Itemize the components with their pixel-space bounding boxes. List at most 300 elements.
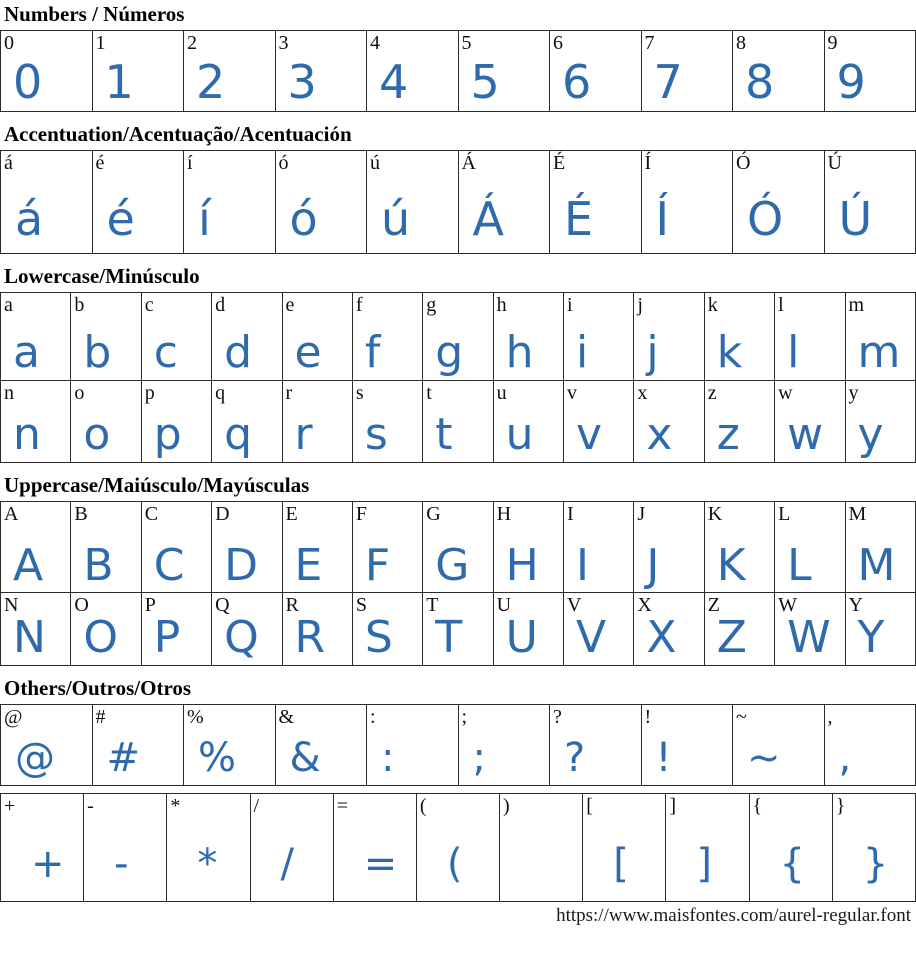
glyph-label: + <box>4 795 16 818</box>
glyph-cell <box>550 705 642 786</box>
glyph-cell-content <box>93 31 184 111</box>
glyph-cell-content <box>705 381 774 462</box>
glyph-cell-content <box>564 502 633 592</box>
glyph-cell <box>458 31 550 112</box>
glyph-cell <box>775 381 845 463</box>
glyph-cell <box>282 293 352 381</box>
glyph-label: P <box>144 594 156 617</box>
glyph-cell <box>641 151 733 254</box>
glyph-cell <box>71 293 141 381</box>
glyph-sample: W <box>787 612 831 664</box>
glyph-row <box>1 705 916 786</box>
glyph-cell-content <box>93 705 184 785</box>
glyph-sample: ! <box>655 735 672 782</box>
glyph-cell <box>352 293 422 381</box>
section-lowercase <box>0 265 916 463</box>
glyph-cell-content <box>353 593 422 665</box>
glyph-sample: I <box>576 539 589 591</box>
glyph-cell <box>666 794 749 902</box>
glyph-label: I <box>567 503 574 526</box>
glyph-cell-content <box>750 794 832 901</box>
glyph-row <box>1 151 916 254</box>
glyph-cell-content <box>494 381 563 462</box>
glyph-sample: ( <box>446 841 463 888</box>
glyph-sample: 8 <box>745 55 775 110</box>
glyph-label: ~ <box>736 706 747 729</box>
glyph-cell <box>184 31 276 112</box>
glyph-table-uppercase <box>0 501 916 666</box>
glyph-label: C <box>144 503 159 526</box>
glyph-label: r <box>285 382 293 405</box>
glyph-label: n <box>4 382 14 405</box>
section-accentuation <box>0 123 916 254</box>
glyph-cell <box>250 794 333 902</box>
glyph-sample: - <box>114 841 129 888</box>
glyph-sample: l <box>787 327 800 379</box>
glyph-cell-content <box>733 151 824 253</box>
glyph-label: G <box>426 503 441 526</box>
glyph-cell <box>824 151 916 254</box>
glyph-cell-content <box>184 151 275 253</box>
glyph-cell <box>92 151 184 254</box>
glyph-sample: 7 <box>653 55 683 110</box>
glyph-sample: = <box>363 841 398 888</box>
glyph-cell <box>423 293 493 381</box>
glyph-cell <box>1 705 93 786</box>
glyph-cell <box>493 381 563 463</box>
glyph-cell-content <box>212 381 281 462</box>
glyph-label: M <box>848 503 867 526</box>
glyph-label: y <box>848 382 859 405</box>
glyph-cell <box>704 293 774 381</box>
glyph-label: , <box>827 706 833 729</box>
glyph-cell-content <box>564 593 633 665</box>
glyph-cell-content <box>283 502 352 592</box>
glyph-row <box>1 502 916 593</box>
glyph-label: ( <box>419 795 427 818</box>
glyph-label: : <box>370 706 376 729</box>
glyph-label: k <box>707 294 718 317</box>
glyph-cell <box>733 151 825 254</box>
glyph-cell <box>184 151 276 254</box>
glyph-cell-content <box>142 593 211 665</box>
glyph-sample: T <box>435 612 463 664</box>
glyph-cell <box>184 705 276 786</box>
glyph-cell-content <box>423 293 492 380</box>
glyph-cell-content <box>642 31 733 111</box>
glyph-sample: j <box>646 327 659 379</box>
glyph-cell <box>1 593 71 666</box>
glyph-cell-content <box>494 293 563 380</box>
glyph-sample: O <box>83 612 119 664</box>
glyph-cell <box>493 293 563 381</box>
glyph-cell <box>141 502 211 593</box>
glyph-label: ? <box>553 706 562 729</box>
glyph-cell <box>500 794 583 902</box>
glyph-cell <box>775 593 845 666</box>
glyph-cell-content <box>367 31 458 111</box>
glyph-label: R <box>285 594 299 617</box>
glyph-sample: J <box>646 539 660 591</box>
glyph-sample: o <box>83 409 111 461</box>
glyph-cell-content <box>733 31 824 111</box>
glyph-cell <box>71 502 141 593</box>
glyph-label: é <box>95 152 105 175</box>
glyph-cell <box>634 502 704 593</box>
glyph-cell <box>493 593 563 666</box>
glyph-cell <box>212 293 282 381</box>
glyph-cell-content <box>71 381 140 462</box>
glyph-cell <box>352 593 422 666</box>
glyph-table-others <box>0 793 916 902</box>
glyph-label: ; <box>461 706 468 729</box>
glyph-cell <box>282 502 352 593</box>
glyph-cell <box>845 381 916 463</box>
glyph-label: L <box>778 503 791 526</box>
glyph-cell-content <box>1 31 92 111</box>
glyph-cell <box>749 794 832 902</box>
glyph-cell-content <box>846 502 916 592</box>
glyph-table-lowercase <box>0 292 916 463</box>
glyph-sample: % <box>198 735 237 782</box>
glyph-cell-content <box>423 502 492 592</box>
glyph-cell-content <box>1 593 70 665</box>
glyph-cell-content <box>825 151 916 253</box>
glyph-label: A <box>4 503 19 526</box>
glyph-label: & <box>278 706 295 729</box>
glyph-cell <box>1 502 71 593</box>
footer-url: https://www.maisfontes.com/aurel-regular.font <box>556 905 911 927</box>
glyph-cell-content <box>142 381 211 462</box>
glyph-label: 1 <box>95 32 106 55</box>
glyph-sample: E <box>294 539 323 591</box>
glyph-label: 0 <box>4 32 14 55</box>
glyph-cell <box>845 593 916 666</box>
glyph-cell-content <box>494 502 563 592</box>
glyph-sample: * <box>197 841 218 888</box>
glyph-sample: S <box>364 612 393 664</box>
glyph-cell-content <box>184 705 275 785</box>
glyph-sample: Z <box>716 612 747 664</box>
glyph-sample: K <box>716 539 746 591</box>
glyph-row <box>1 31 916 112</box>
glyph-cell-content <box>459 705 550 785</box>
glyph-cell-content <box>634 593 703 665</box>
glyph-sample: ~ <box>747 735 781 782</box>
glyph-cell <box>282 593 352 666</box>
glyph-cell-content <box>775 593 844 665</box>
glyph-label: S <box>355 594 367 617</box>
glyph-cell-content <box>276 705 367 785</box>
glyph-cell-content <box>775 502 844 592</box>
glyph-cell-content <box>367 151 458 253</box>
glyph-label: Ó <box>736 152 751 175</box>
glyph-cell-content <box>494 593 563 665</box>
glyph-sample: A <box>13 539 44 591</box>
glyph-cell <box>824 705 916 786</box>
glyph-cell <box>71 381 141 463</box>
glyph-cell <box>564 293 634 381</box>
glyph-cell-content <box>71 593 140 665</box>
glyph-cell <box>141 593 211 666</box>
section-others <box>0 677 916 902</box>
glyph-sample: n <box>13 409 41 461</box>
glyph-sample: s <box>364 409 388 461</box>
glyph-cell-content <box>642 705 733 785</box>
glyph-label: 3 <box>278 32 289 55</box>
glyph-cell-content <box>1 705 92 785</box>
glyph-cell <box>141 381 211 463</box>
glyph-cell-content <box>825 31 916 111</box>
glyph-label: J <box>637 503 646 526</box>
glyph-sample: a <box>13 327 40 379</box>
glyph-label: ! <box>644 706 652 729</box>
glyph-cell-content <box>733 705 824 785</box>
section-title: Accentuation/Acentuação/Acentuación <box>4 122 352 147</box>
glyph-sample: 0 <box>13 55 43 110</box>
glyph-cell-content <box>564 381 633 462</box>
glyph-label: N <box>4 594 19 617</box>
glyph-sample: v <box>576 409 603 461</box>
glyph-sample: r <box>294 409 313 461</box>
glyph-label: O <box>74 594 89 617</box>
glyph-label: B <box>74 503 88 526</box>
glyph-sample: C <box>153 539 185 591</box>
glyph-cell-content <box>353 502 422 592</box>
glyph-row <box>1 381 916 463</box>
glyph-label: ó <box>278 152 289 175</box>
glyph-sample: á <box>15 191 44 246</box>
glyph-label: E <box>285 503 298 526</box>
glyph-cell <box>550 151 642 254</box>
glyph-sample: [ <box>613 841 629 888</box>
glyph-label: u <box>496 382 507 405</box>
glyph-sample: í <box>198 191 211 246</box>
glyph-cell-content <box>564 293 633 380</box>
glyph-cell <box>1 381 71 463</box>
glyph-cell <box>458 151 550 254</box>
glyph-cell <box>212 593 282 666</box>
glyph-sample: 6 <box>562 55 592 110</box>
glyph-cell-content <box>500 794 582 901</box>
section-title: Lowercase/Minúsculo <box>4 264 200 289</box>
glyph-cell-content <box>212 593 281 665</box>
glyph-cell <box>352 502 422 593</box>
glyph-cell <box>564 593 634 666</box>
glyph-label: % <box>187 706 204 729</box>
glyph-cell-content <box>642 151 733 253</box>
glyph-label: j <box>637 294 643 317</box>
glyph-cell-content <box>459 31 550 111</box>
glyph-sample: Ó <box>747 191 784 246</box>
glyph-cell <box>824 31 916 112</box>
glyph-label: w <box>778 382 793 405</box>
glyph-sample: 3 <box>287 55 317 110</box>
glyph-cell <box>775 502 845 593</box>
glyph-cell <box>167 794 250 902</box>
glyph-cell <box>634 293 704 381</box>
glyph-cell <box>367 31 459 112</box>
glyph-sample <box>500 883 582 901</box>
glyph-label: K <box>707 503 723 526</box>
glyph-sample: ú <box>381 191 411 246</box>
glyph-cell <box>416 794 499 902</box>
glyph-sample: ; <box>472 735 486 782</box>
glyph-cell <box>775 293 845 381</box>
glyph-cell <box>583 794 666 902</box>
glyph-label: b <box>74 294 85 317</box>
glyph-sample: f <box>364 327 381 379</box>
glyph-cell-content <box>367 705 458 785</box>
glyph-sample: M <box>857 539 896 591</box>
section-numbers <box>0 3 916 112</box>
glyph-cell-content <box>142 293 211 380</box>
glyph-cell <box>832 794 915 902</box>
glyph-sample: 4 <box>379 55 409 110</box>
glyph-cell <box>212 502 282 593</box>
glyph-label: 9 <box>827 32 838 55</box>
glyph-label: Y <box>848 594 863 617</box>
glyph-row <box>1 293 916 381</box>
glyph-cell <box>634 381 704 463</box>
glyph-cell-content <box>833 794 915 901</box>
glyph-label: z <box>707 382 717 405</box>
glyph-sample: ? <box>564 735 586 782</box>
glyph-cell <box>333 794 416 902</box>
glyph-cell <box>493 502 563 593</box>
glyph-sample: : <box>381 735 395 782</box>
glyph-sample: é <box>106 191 135 246</box>
glyph-sample: G <box>435 539 470 591</box>
glyph-label: á <box>4 152 13 175</box>
glyph-sample: & <box>289 735 321 782</box>
glyph-cell <box>1 151 93 254</box>
glyph-cell-content <box>583 794 665 901</box>
glyph-sample: 2 <box>196 55 226 110</box>
glyph-cell-content <box>459 151 550 253</box>
glyph-cell-content <box>705 293 774 380</box>
glyph-cell-content <box>334 794 416 901</box>
glyph-label: m <box>848 294 865 317</box>
glyph-sample: w <box>787 409 824 461</box>
glyph-cell <box>92 31 184 112</box>
glyph-label: H <box>496 503 512 526</box>
glyph-cell-content <box>283 293 352 380</box>
glyph-sample: + <box>31 841 65 888</box>
glyph-cell <box>733 31 825 112</box>
glyph-sample: , <box>838 735 852 782</box>
glyph-label: W <box>778 594 798 617</box>
glyph-label: a <box>4 294 13 317</box>
glyph-cell-content <box>1 151 92 253</box>
glyph-sample: g <box>435 327 464 379</box>
glyph-cell-content <box>634 381 703 462</box>
glyph-cell <box>1 31 93 112</box>
glyph-sample: x <box>646 409 673 461</box>
glyph-cell-content <box>1 381 70 462</box>
glyph-label: } <box>835 795 846 818</box>
glyph-cell-content <box>84 794 166 901</box>
glyph-label: # <box>95 706 106 729</box>
glyph-cell <box>564 502 634 593</box>
glyph-sample: k <box>716 327 743 379</box>
glyph-cell <box>84 794 167 902</box>
font-specimen-page <box>0 3 916 927</box>
glyph-sample: b <box>83 327 112 379</box>
glyph-sample: L <box>787 539 812 591</box>
glyph-sample: B <box>83 539 114 591</box>
glyph-label: 8 <box>736 32 746 55</box>
glyph-label: 7 <box>644 32 655 55</box>
glyph-cell <box>1 794 84 902</box>
glyph-cell <box>845 293 916 381</box>
glyph-cell-content <box>353 293 422 380</box>
glyph-label: * <box>170 795 181 818</box>
glyph-sample: y <box>857 409 884 461</box>
glyph-label: 6 <box>553 32 563 55</box>
glyph-sample: 9 <box>836 55 866 110</box>
glyph-label: p <box>144 382 155 405</box>
glyph-row <box>1 794 916 902</box>
glyph-sample: H <box>505 539 539 591</box>
glyph-cell-content <box>846 381 916 462</box>
glyph-label: ] <box>669 795 677 818</box>
glyph-cell <box>367 705 459 786</box>
glyph-sample: 1 <box>104 55 134 110</box>
glyph-cell <box>423 381 493 463</box>
glyph-cell <box>367 151 459 254</box>
glyph-label: 2 <box>187 32 197 55</box>
glyph-label: Q <box>215 594 230 617</box>
glyph-label: f <box>355 294 363 317</box>
glyph-sample: p <box>153 409 182 461</box>
glyph-label: Í <box>644 152 652 175</box>
glyph-cell-content <box>353 381 422 462</box>
glyph-label: g <box>426 294 437 317</box>
glyph-label: x <box>637 382 648 405</box>
specimen-sections <box>0 3 916 902</box>
glyph-cell-content <box>283 381 352 462</box>
glyph-cell-content <box>212 502 281 592</box>
glyph-label: Z <box>707 594 720 617</box>
glyph-sample: N <box>13 612 46 664</box>
glyph-label: t <box>426 382 432 405</box>
glyph-table-accentuation <box>0 150 916 254</box>
glyph-cell <box>845 502 916 593</box>
glyph-label: 5 <box>461 32 472 55</box>
glyph-label: o <box>74 382 85 405</box>
glyph-cell-content <box>276 31 367 111</box>
glyph-label: s <box>355 382 364 405</box>
glyph-cell-content <box>775 381 844 462</box>
section-title: Numbers / Números <box>4 2 185 26</box>
glyph-cell-content <box>846 593 916 665</box>
glyph-sample: q <box>224 409 253 461</box>
glyph-cell-content <box>705 502 774 592</box>
glyph-label: T <box>426 594 439 617</box>
glyph-cell <box>704 381 774 463</box>
glyph-cell <box>704 593 774 666</box>
glyph-sample: h <box>505 327 534 379</box>
glyph-sample: d <box>224 327 253 379</box>
glyph-cell-content <box>167 794 249 901</box>
glyph-label: [ <box>586 795 593 818</box>
glyph-sample: / <box>280 841 294 888</box>
glyph-cell <box>550 31 642 112</box>
glyph-cell-content <box>634 293 703 380</box>
glyph-cell <box>704 502 774 593</box>
glyph-sample: e <box>294 327 322 379</box>
